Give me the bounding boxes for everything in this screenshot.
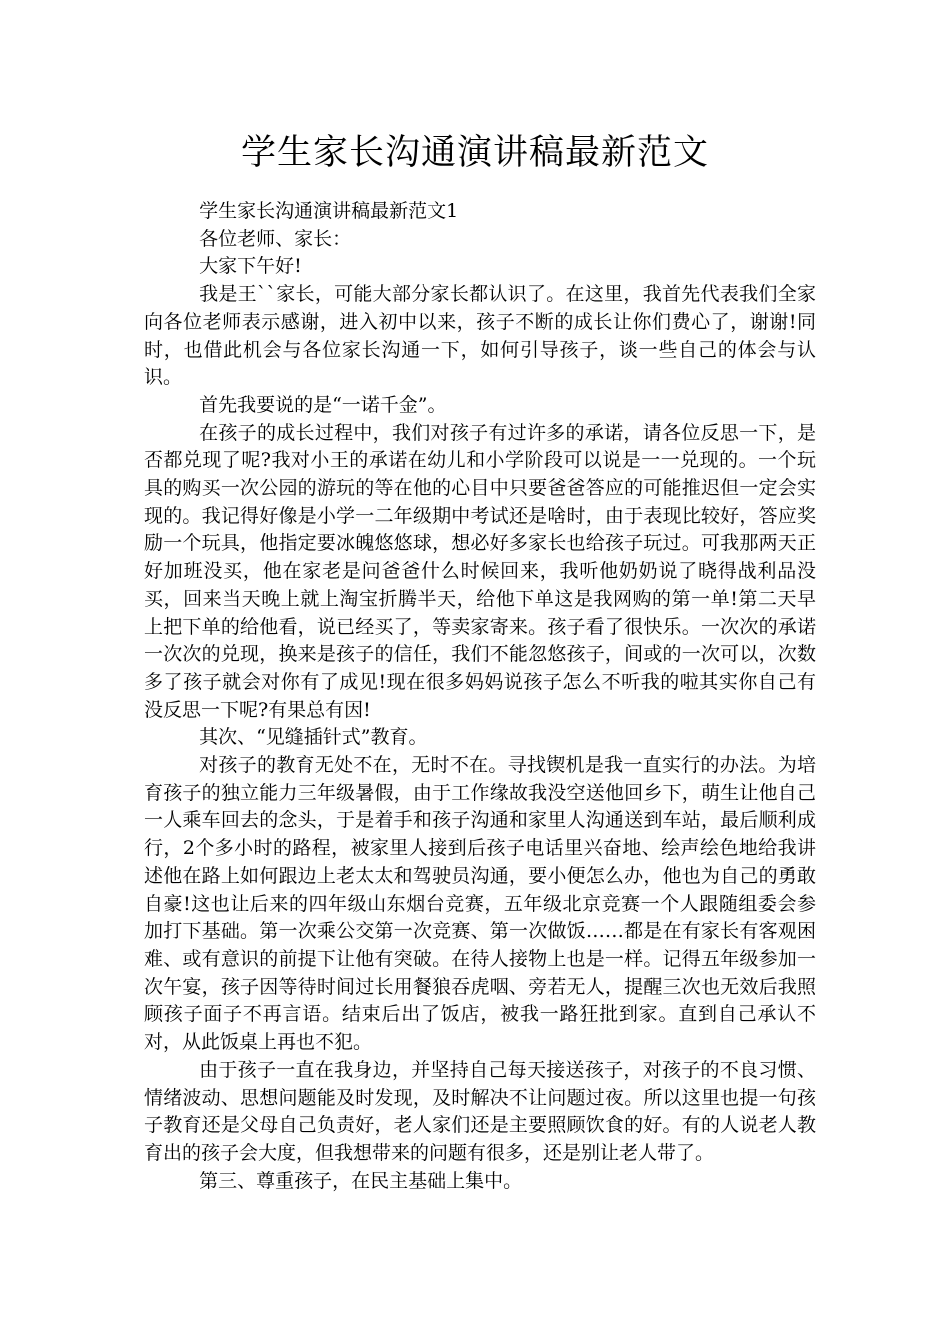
document-body <box>144 198 816 1195</box>
paragraph: 我是王``家长，可能大部分家长都认识了。在这里，我首先代表我们全家向各位老师表示感谢，进入初中以来，孩子不断的成长让你们费心了，谢谢!同时，也借此机会与各位家长沟通一下，如何引导孩子，谈一些自己的体会与认识。 <box>144 283 816 389</box>
paragraph: 第三、尊重孩子，在民主基础上集中。 <box>199 1169 523 1192</box>
paragraph: 首先我要说的是“一诺千金”。 <box>199 393 447 416</box>
paragraph: 大家下午好! <box>199 255 302 278</box>
paragraph: 各位老师、家长： <box>199 227 352 250</box>
document-title: 学生家长沟通演讲稿最新范文 <box>240 133 709 173</box>
paragraph: 学生家长沟通演讲稿最新范文1 <box>199 200 459 222</box>
paragraph: 在孩子的成长过程中，我们对孩子有过许多的承诺，请各位反思一下，是否都兑现了呢?我对小王的承诺在幼儿和小学阶段可以说是一一兑现的。一个玩具的购买一次公园的游玩的等在他的心目中只要爸爸答应的可能推迟但一定会实现的。我记得好像是小学一二年级期中考试还是啥时，由于表现比较好，答应奖励一个玩具，他指定要冰魄悠悠球，想必好多家长也给孩子玩过。可我那两天正好加班没买，他在家老是问爸爸什么时候回来，我听他奶奶说了晓得战利品没买，回来当天晚上就上淘宝折腾半天，给他下单这是我网购的第一单!第二天早上把下单的给他看，说已经买了，等卖家寄来。孩子看了很快乐。一次次的承诺一次次的兑现，换来是孩子的信任，我们不能忽悠孩子，间或的一次可以，次数多了孩子就会对你有了成见!现在很多妈妈说孩子怎么不听我的啦其实你自己有没反思一下呢?有果总有因! <box>144 421 816 721</box>
paragraph: 由于孩子一直在我身边，并坚持自己每天接送孩子，对孩子的不良习惯、情绪波动、思想问题能及时发现，及时解决不让问题过夜。所以这里也提一句孩子教育还是父母自己负责好，老人家们还是主要照顾饮食的好。有的人说老人教育出的孩子会大度，但我想带来的问题有很多，还是别让老人带了。 <box>144 1058 816 1164</box>
paragraph: 其次、“见缝插针式”教育。 <box>199 726 428 749</box>
paragraph: 对孩子的教育无处不在，无时不在。寻找锲机是我一直实行的办法。为培育孩子的独立能力三年级暑假，由于工作缘故我没空送他回乡下，萌生让他自己一人乘车回去的念头，于是着手和孩子沟通和家里人沟通送到车站，最后顺利成行，2个多小时的路程，被家里人接到后孩子电话里兴奋地、绘声绘色地给我讲述他在路上如何跟边上老太太和驾驶员沟通，要小便怎么办，他也为自己的勇敢自豪!这也让后来的四年级山东烟台竞赛，五年级北京竞赛一个人跟随组委会参加打下基础。第一次乘公交第一次竞赛、第一次做饭……都是在有家长有客观困难、或有意识的前提下让他有突破。在待人接物上也是一样。记得五年级参加一次午宴，孩子因等待时间过长用餐狼吞虎咽、旁若无人，提醒三次也无效后我照顾孩子面子不再言语。结束后出了饭店，被我一路狂批到家。直到自己承认不对，从此饭桌上再也不犯。 <box>144 754 816 1054</box>
